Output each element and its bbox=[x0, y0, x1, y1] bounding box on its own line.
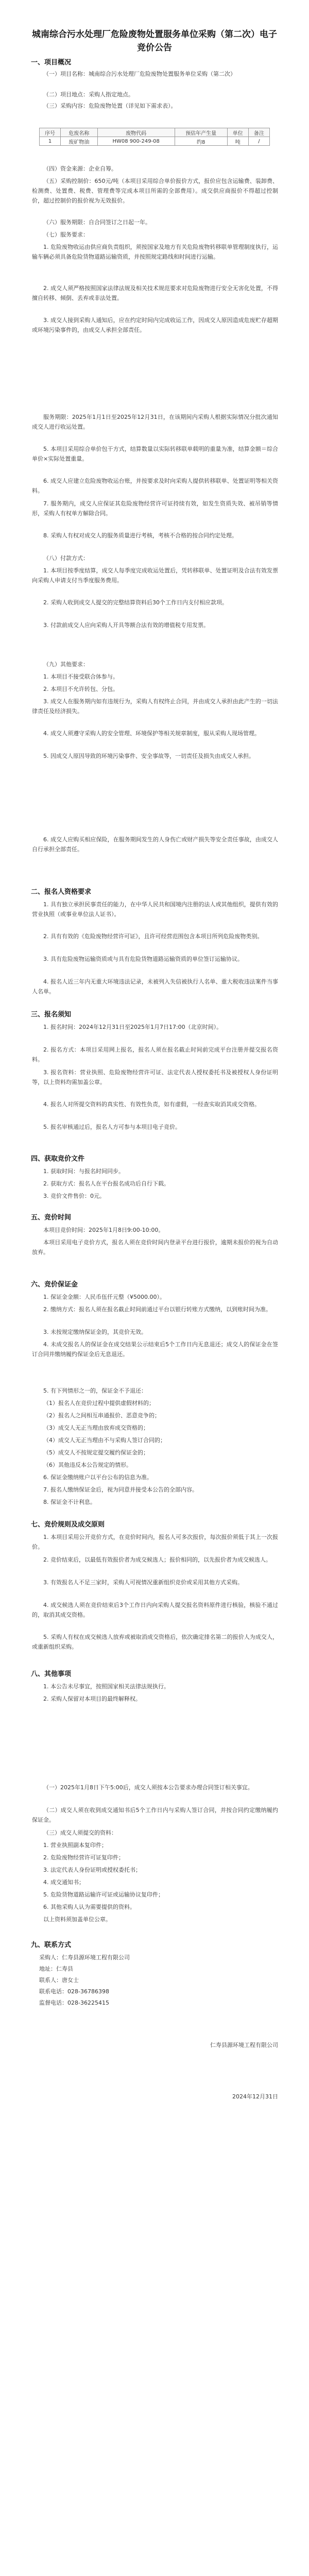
forfeit-item: （3）成交人无正当理由放弃成交资格的； bbox=[43, 1425, 149, 1431]
table-header: 备注 bbox=[248, 128, 269, 137]
registration-item: 3. 报名资料：营业执照、危险废物经营许可证、法定代表人授权委托书及被授权人身份证明等，以上资料均需加盖公章。 bbox=[32, 1069, 278, 1086]
contract-doc: 4. 成交通知书； bbox=[43, 1879, 84, 1886]
section-heading-documents: 四、获取竞价文件 bbox=[31, 1155, 85, 1163]
other-item: 2. 本项目不允许转包、分包。 bbox=[43, 686, 118, 692]
supervision-phone: 监督电话：028-36225415 bbox=[39, 1999, 109, 2006]
documents-item: 2. 获取方式：报名人在平台报名成功后自行下载。 bbox=[43, 1180, 169, 1187]
contract-doc: 5. 危险货物道路运输许可证或运输协议复印件； bbox=[43, 1891, 164, 1898]
requirement-item: 8. 采购人有权对成交人的服务质量进行考核，考核不合格的按合同约定处理。 bbox=[43, 532, 237, 539]
contract-doc: 6. 其他采购人认为需要提供的资料。 bbox=[43, 1904, 135, 1910]
deposit-note: 8. 保证金不计利息。 bbox=[43, 1499, 96, 1505]
table-row bbox=[40, 137, 270, 146]
rules-item: 5. 采购人有权在成交候选人放弃或被取消成交资格后，依次确定排名第二的报价人为成交人，或重新组织采购。 bbox=[32, 1634, 278, 1650]
section-heading-deposit: 六、竞价保证金 bbox=[31, 1281, 78, 1289]
deposit-item: 1. 保证金金额：人民币伍仟元整（¥5000.00）。 bbox=[43, 1294, 165, 1300]
table-header: 序号 bbox=[40, 128, 61, 137]
table-header: 废物代码 bbox=[97, 128, 175, 137]
contact-phone: 联系电话：028-36786398 bbox=[39, 1988, 109, 1995]
deposit-item: 3. 未按规定缴纳保证金的，其竞价无效。 bbox=[43, 1329, 147, 1335]
service-requirements-heading: （七）服务要求： bbox=[43, 231, 89, 238]
other-item: 4. 成交人须遵守采购人的安全管理、环境保护等相关规章制度，服从采购人现场管理。 bbox=[43, 730, 260, 737]
forfeit-item: （2）报名人之间相互串通报价、恶意竞争的； bbox=[43, 1412, 160, 1419]
registration-item: 5. 报名审核通过后，报名人方可参与本项目电子竞价。 bbox=[43, 1124, 181, 1130]
project-name: （一）项目名称：城南综合污水处理厂危险废物处置服务单位采购（第二次） bbox=[43, 71, 236, 77]
requirement-item: 5. 本项目采用综合单价包干方式，结算数量以实际转移联单载明的重量为准，结算金额＝综合单价×实际处置重量。 bbox=[32, 446, 278, 462]
service-schedule: 服务期限：2025年1月1日至2025年12月31日，在该期间内采购人根据实际情况分批次通知成交人进行收运处置。 bbox=[32, 414, 278, 430]
table-cell: 吨 bbox=[227, 137, 248, 146]
documents-item: 3. 竞价文件售价：0元。 bbox=[43, 1193, 105, 1199]
requirement-table bbox=[39, 128, 270, 146]
contract-doc: 3. 法定代表人身份证明或授权委托书； bbox=[43, 1867, 141, 1873]
other-note: 2. 采购人保留对本项目的最终解释权。 bbox=[43, 1696, 141, 1702]
bidding-time: 本项目竞价时间：2025年1月8日9:00-10:00。 bbox=[43, 1227, 164, 1233]
insurance-item: 6. 成交人应购买相应保险，在服务期间发生的人身伤亡或财产损失等安全责任事故，由成交人自行承担全部责任。 bbox=[32, 836, 278, 853]
table-header-row bbox=[40, 128, 270, 137]
other-item: 3. 成交人在服务期内如有违规行为，采购人有权终止合同，并由成交人承担由此产生的一切法律责任及经济损失。 bbox=[32, 698, 278, 715]
contract-item: （一）2025年1月8日下午5:00后，成交人须按本公告要求办理合同签订相关事宜。 bbox=[43, 1784, 253, 1791]
section-heading-overview: 一、项目概况 bbox=[31, 59, 72, 66]
registration-item: 4. 报名人对所提交资料的真实性、有效性负责，如有虚假，一经查实取消其成交资格。 bbox=[43, 1101, 260, 1108]
signature-date: 2024年12月31日 bbox=[232, 2093, 278, 2100]
contract-seal-note: 以上资料须加盖单位公章。 bbox=[43, 1916, 111, 1923]
deposit-item: 2. 缴纳方式：报名人须在报名截止时间前通过平台以银行转账方式缴纳，以到账时间为准。 bbox=[43, 1306, 271, 1313]
registration-item: 1. 报名时间：2024年12月31日至2025年1月7日17:00（北京时间）。 bbox=[43, 1024, 222, 1030]
qualification-item: 4. 报名人近三年内无重大环境违法记录，未被列入失信被执行人名单、重大税收违法案件当事人名单。 bbox=[32, 978, 278, 995]
table-cell: 废矿物油 bbox=[61, 137, 98, 146]
qualification-item: 2. 具有有效的《危险废物经营许可证》，且许可经营范围包含本项目所列危险废物类别。 bbox=[43, 933, 263, 940]
other-requirements-heading: （九）其他要求： bbox=[43, 661, 89, 668]
requirement-item: 2. 成交人须严格按照国家法律法规及相关技术规范要求对危险废物进行安全无害化处置，不得擅自转移、倾倒、丢弃或非法处置。 bbox=[32, 285, 278, 301]
bidding-method: 本项目采用电子竞价方式，报名人须在竞价时间内登录平台进行报价，逾期未报价的视为自动放弃。 bbox=[32, 1239, 278, 1256]
service-period: （六）服务期限：自合同签订之日起一年。 bbox=[43, 219, 151, 226]
project-location: （二）项目地点：采购人指定地点。 bbox=[43, 91, 134, 98]
section-heading-other: 八、其他事项 bbox=[31, 1670, 72, 1678]
forfeit-item: （1）报名人在竞价过程中提供虚假材料的； bbox=[43, 1400, 154, 1406]
contact-address: 地址：仁寿县 bbox=[39, 1965, 73, 1972]
contract-doc: 1. 营业执照副本复印件； bbox=[43, 1842, 107, 1849]
contract-doc: 2. 危险废物经营许可证复印件； bbox=[43, 1854, 124, 1861]
contract-docs-heading: （三）成交人须提交的资料： bbox=[43, 1829, 117, 1836]
table-cell: 1 bbox=[40, 137, 61, 146]
rules-item: 4. 成交候选人须在竞价结束后3个工作日内向采购人提交报名资料原件进行核验，核验不通过的，取消其成交资格。 bbox=[32, 1602, 278, 1618]
project-content: （三）采购内容：危险废物处置（详见如下需求表）。 bbox=[43, 103, 177, 109]
requirement-item: 7. 服务期内，成交人应保证其危险废物经营许可证持续有效，如发生资质失效、被吊销等情形，采购人有权单方解除合同。 bbox=[32, 500, 278, 517]
deposit-item: 4. 未成交报名人的保证金在成交结果公示结束后5个工作日内无息退还；成交人的保证金在签订合同并缴纳履约保证金后无息退还。 bbox=[32, 1341, 278, 1358]
table-cell: HW08 900-249-08 bbox=[97, 137, 175, 146]
table-header: 危废名称 bbox=[61, 128, 98, 137]
documents-item: 1. 获取时间：与报名时间同步。 bbox=[43, 1168, 124, 1175]
signature-org: 仁寿县源环境工程有限公司 bbox=[210, 2042, 278, 2048]
registration-item: 2. 报名方式：本项目采用网上报名，报名人须在报名截止时间前完成平台注册并提交报名资料。 bbox=[32, 1046, 278, 1063]
rules-item: 1. 本项目采用公开竞价方式，在竞价时间内，报名人可多次报价，每次报价须低于其上一次报价。 bbox=[32, 1534, 278, 1550]
section-heading-qualification: 二、报名人资格要求 bbox=[31, 888, 92, 896]
other-note: 1. 本公告未尽事宜，按照国家相关法律法规执行。 bbox=[43, 1683, 169, 1690]
forfeit-item: （5）成交人不按规定提交履约保证金的； bbox=[43, 1449, 149, 1456]
deposit-note: 7. 报名人缴纳保证金后，视为同意并接受本公告的全部内容。 bbox=[43, 1486, 198, 1493]
forfeit-item: （4）成交人无正当理由不与采购人签订合同的； bbox=[43, 1437, 166, 1444]
payment-item: 3. 付款前成交人应向采购人开具等额合法有效的增值税专用发票。 bbox=[43, 622, 209, 629]
other-item: 5. 因成交人原因导致的环境污染事件、安全事故等，一切责任及损失由成交人承担。 bbox=[43, 753, 254, 759]
requirement-item: 1. 危险废物收运由供应商负责组织，须按国家及地方有关危险废物转移联单管理制度执行，运输车辆必须具备危险货物道路运输资质，并按照规定路线和时间进行运输。 bbox=[32, 244, 278, 260]
page-title: 城南综合污水处理厂危险废物处置服务单位采购（第二次）电子竞价公告 bbox=[32, 29, 277, 53]
control-price: （五）采购控制价：650元/吨（本项目采用综合单价报价方式，报价应包含运输费、装卸费、检测费、处置费、税费、管理费等完成本项目所需的全部费用）。成交供应商报价不得超过控制价，超过控制价的报价视为无效报价。 bbox=[32, 178, 278, 204]
contact-person: 联系人：唐女士 bbox=[39, 1977, 79, 1984]
section-heading-registration: 三、报名须知 bbox=[31, 1011, 72, 1019]
table-cell: 约8 bbox=[175, 137, 227, 146]
qualification-item: 1. 具有独立承担民事责任的能力，在中华人民共和国境内注册的法人或其他组织，提供有效的营业执照（或事业单位法人证书）。 bbox=[32, 901, 278, 918]
qualification-item: 3. 具有危险废物运输资质或与具有危险货物道路运输资质的单位签订运输协议。 bbox=[43, 956, 243, 962]
forfeit-item: （6）其他违反本公告规定的情形。 bbox=[43, 1462, 132, 1468]
other-item: 1. 本项目不接受联合体参与。 bbox=[43, 673, 118, 680]
section-heading-contact: 九、联系方式 bbox=[31, 1941, 72, 1949]
contract-item: （二）成交人须在收到成交通知书后5个工作日内与采购人签订合同，并按合同约定缴纳履约保证金。 bbox=[32, 1807, 278, 1823]
contact-purchaser: 采购人：仁寿县源环境工程有限公司 bbox=[39, 1954, 130, 1961]
payment-heading: （八）付款方式： bbox=[43, 555, 89, 562]
rules-item: 2. 竞价结束后，以最低有效报价者为成交候选人；报价相同的，以先报价者为成交候选人。 bbox=[43, 1556, 271, 1563]
requirement-item: 6. 成交人应建立危险废物收运台账，并按要求及时向采购人提供转移联单、处置证明等相关资料。 bbox=[32, 478, 278, 494]
table-cell: / bbox=[248, 137, 269, 146]
deposit-note: 6. 保证金缴纳账户以平台公布的信息为准。 bbox=[43, 1474, 152, 1481]
funding-source: （四）资金来源：企业自筹。 bbox=[43, 165, 117, 172]
table-header: 预估年产生量 bbox=[175, 128, 227, 137]
requirement-item: 3. 成交人接到采购人通知后，应在约定时间内完成收运工作，因成交人原因造成危废贮存超期或环境污染事件的，由成交人承担全部责任。 bbox=[32, 317, 278, 333]
section-heading-rules: 七、竞价规则及成交原则 bbox=[31, 1521, 105, 1529]
rules-item: 3. 有效报名人不足三家时，采购人可视情况重新组织竞价或采用其他方式采购。 bbox=[43, 1579, 243, 1586]
forfeit-heading: 5. 有下列情形之一的，保证金不予退还： bbox=[43, 1387, 147, 1394]
payment-item: 2. 采购人收到成交人提交的完整结算资料后30个工作日内支付相应款项。 bbox=[43, 599, 228, 606]
payment-item: 1. 本项目按季度结算，成交人每季度完成收运处置后，凭转移联单、处置证明及合法有效发票向采购人申请支付当季度服务费用。 bbox=[32, 567, 278, 584]
table-header: 单位 bbox=[227, 128, 248, 137]
section-heading-bidding-time: 五、竞价时间 bbox=[31, 1214, 72, 1222]
